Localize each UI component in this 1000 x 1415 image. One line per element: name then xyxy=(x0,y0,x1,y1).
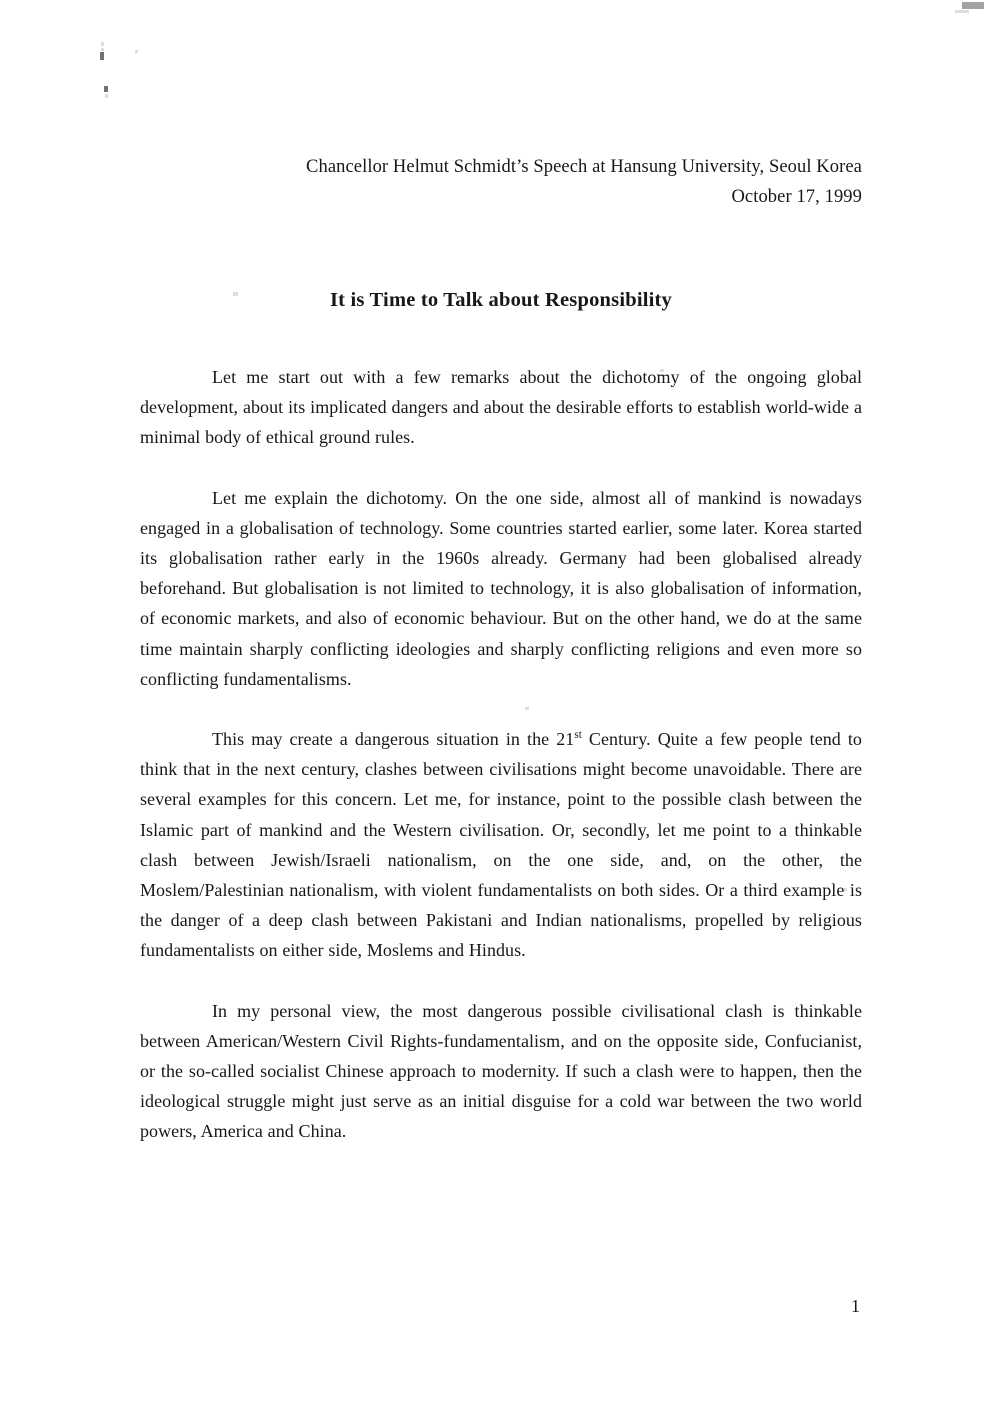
header-line-speech-title: Chancellor Helmut Schmidt’s Speech at Hansung University, Seoul Korea xyxy=(306,157,862,177)
paragraph-1: Let me start out with a few remarks about the dichotomy of the ongoing global development, about its implicated dangers and about the desirable efforts to establish world-wide a minimal body of ethical ground rules. xyxy=(140,367,862,448)
scan-speck-margin-a xyxy=(101,42,104,46)
scan-artifact-top-right-faint xyxy=(955,10,969,13)
paragraph-3-after-ordinal: Century. Quite a few people tend to think that in the next century, clashes between civilisations might become unavoidable. There are several examples for this concern. Let me, for instance, point to the possible clash between the Islamic part of mankind and the Western civilisation. Or, secondly, let me point to a thinkable clash between Jewish/Israeli nationalism, on the one side, and, on the other, the Moslem/Palestinian nationalism, with violent fundamentalists on both sides. Or a third example is the danger of a deep clash between Pakistani and Indian nationalisms, propelled by religious fundamentalists on either side, Moslems and Hindus. xyxy=(140,729,862,961)
scan-artifact-top-right xyxy=(962,2,984,9)
scan-speck-margin-d xyxy=(135,50,138,53)
document-body xyxy=(140,362,862,1147)
paragraph-4: In my personal view, the most dangerous possible civilisational clash is thinkable between American/Western Civil Rights-fundamentalism, and on the opposite side, Confucianist, or the so-called socialist Chinese approach to modernity. If such a clash were to happen, then the ideological struggle might just serve as an initial disguise for a cold war between the two world powers, America and China. xyxy=(140,1000,862,1142)
scan-speck-margin-e xyxy=(104,86,108,92)
page-number: 1 xyxy=(851,1296,860,1316)
ordinal-suffix-superscript: st xyxy=(574,729,582,742)
page-title: It is Time to Talk about Responsibility xyxy=(330,288,672,311)
scan-speck-margin-c xyxy=(100,52,104,60)
paragraph-3 xyxy=(140,724,862,966)
paragraph-3-before-ordinal: This may create a dangerous situation in the 21 xyxy=(212,729,575,750)
paragraph-2: Let me explain the dichotomy. On the one side, almost all of mankind is nowadays engaged in a globalisation of technology. Some countries started earlier, some later. Korea started its globalisation rather early in the 1960s already. Germany had been globalised already beforehand. But globalisation is not limited to technology, it is also globalisation of information, of economic markets, and also of economic behaviour. But on the other hand, we do at the same time maintain sharply conflicting ideologies and sharply conflicting religions and even more so conflicting fundamentalisms. xyxy=(140,487,862,689)
header-line-date: October 17, 1999 xyxy=(731,187,862,207)
document-header xyxy=(140,152,862,212)
scan-speck-margin-b xyxy=(101,48,104,51)
scan-speck-margin-f xyxy=(105,94,108,98)
